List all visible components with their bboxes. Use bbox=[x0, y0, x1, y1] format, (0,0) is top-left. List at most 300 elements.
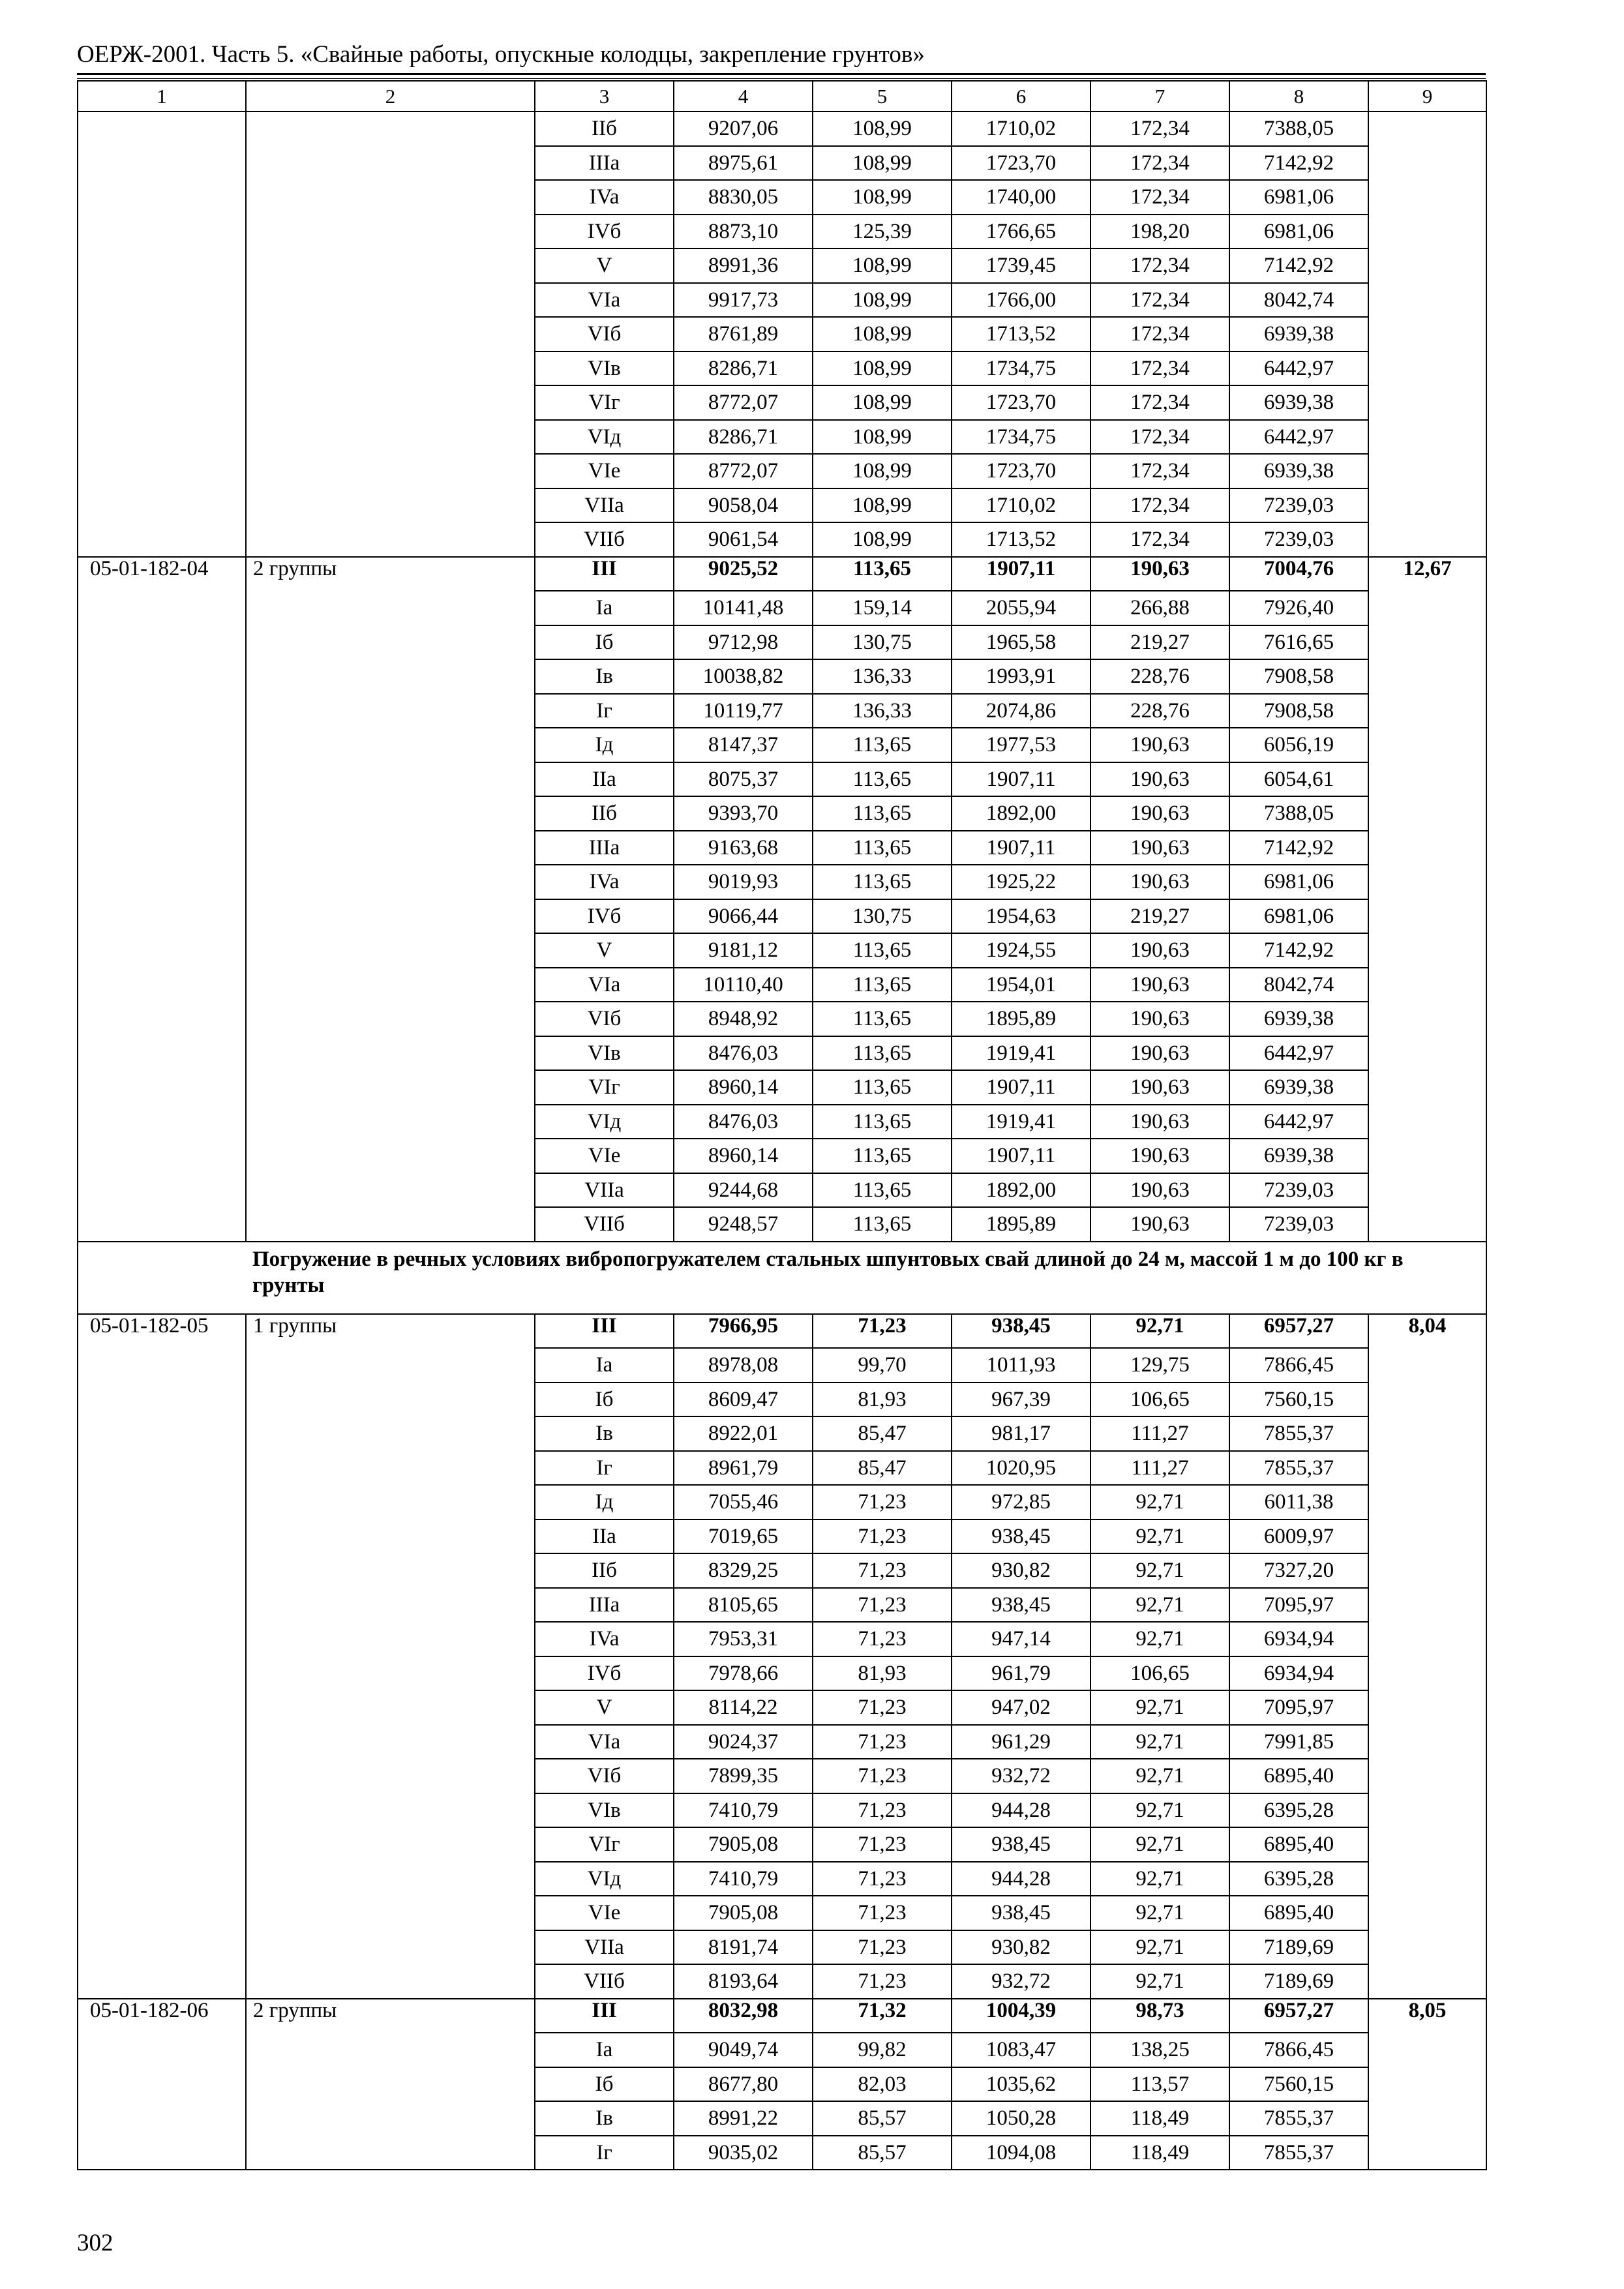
wages: 108,99 bbox=[813, 385, 952, 420]
machinist-wages: 92,71 bbox=[1090, 1314, 1229, 1349]
machinist-wages: 92,71 bbox=[1090, 1964, 1229, 1999]
rates-table bbox=[77, 80, 1487, 2170]
total-cost: 10110,40 bbox=[674, 968, 813, 1002]
machinist-wages: 219,27 bbox=[1090, 899, 1229, 934]
machine-cost: 1954,01 bbox=[952, 968, 1090, 1002]
region-class: VIб bbox=[535, 317, 674, 352]
materials-cost: 7616,65 bbox=[1229, 625, 1368, 660]
wages: 113,65 bbox=[813, 1070, 952, 1105]
region-class: IIIa bbox=[535, 831, 674, 865]
region-class: Iб bbox=[535, 625, 674, 660]
machine-cost: 930,82 bbox=[952, 1930, 1090, 1965]
region-class: Iв bbox=[535, 1416, 674, 1451]
soil-group: 2 группы bbox=[246, 1999, 535, 2170]
machinist-wages: 266,88 bbox=[1090, 591, 1229, 625]
materials-cost: 7142,92 bbox=[1229, 146, 1368, 181]
materials-cost: 6009,97 bbox=[1229, 1519, 1368, 1554]
machinist-wages: 219,27 bbox=[1090, 625, 1229, 660]
wages: 82,03 bbox=[813, 2067, 952, 2102]
wages: 108,99 bbox=[813, 146, 952, 181]
materials-cost: 7142,92 bbox=[1229, 831, 1368, 865]
total-cost: 8677,80 bbox=[674, 2067, 813, 2102]
materials-cost: 8042,74 bbox=[1229, 968, 1368, 1002]
wages: 108,99 bbox=[813, 488, 952, 523]
region-class: IIб bbox=[535, 112, 674, 146]
materials-cost: 7239,03 bbox=[1229, 1207, 1368, 1242]
machine-cost: 1925,22 bbox=[952, 865, 1090, 899]
machinist-wages: 190,63 bbox=[1090, 1002, 1229, 1036]
total-cost: 9019,93 bbox=[674, 865, 813, 899]
region-class: VIе bbox=[535, 1896, 674, 1930]
machine-cost: 1020,95 bbox=[952, 1451, 1090, 1486]
wages: 81,93 bbox=[813, 1383, 952, 1417]
machine-cost: 1011,93 bbox=[952, 1348, 1090, 1383]
labor-costs: 8,04 bbox=[1368, 1314, 1486, 1999]
wages: 108,99 bbox=[813, 112, 952, 146]
total-cost: 8476,03 bbox=[674, 1036, 813, 1071]
machine-cost: 1907,11 bbox=[952, 1139, 1090, 1173]
total-cost: 10141,48 bbox=[674, 591, 813, 625]
header-rule bbox=[77, 73, 1486, 79]
labor-costs: 12,67 bbox=[1368, 557, 1486, 1242]
total-cost: 8991,36 bbox=[674, 248, 813, 283]
total-cost: 8032,98 bbox=[674, 1999, 813, 2033]
wages: 71,23 bbox=[813, 1862, 952, 1896]
page-number: 302 bbox=[77, 2230, 113, 2256]
machine-cost: 1892,00 bbox=[952, 1173, 1090, 1208]
wages: 85,57 bbox=[813, 2136, 952, 2170]
wages: 71,23 bbox=[813, 1930, 952, 1965]
materials-cost: 6895,40 bbox=[1229, 1759, 1368, 1793]
machinist-wages: 228,76 bbox=[1090, 659, 1229, 694]
region-class: Iд bbox=[535, 728, 674, 762]
materials-cost: 6056,19 bbox=[1229, 728, 1368, 762]
machine-cost: 1050,28 bbox=[952, 2101, 1090, 2136]
total-cost: 9181,12 bbox=[674, 933, 813, 968]
total-cost: 9393,70 bbox=[674, 796, 813, 831]
total-cost: 9058,04 bbox=[674, 488, 813, 523]
region-class: Iб bbox=[535, 1383, 674, 1417]
wages: 113,65 bbox=[813, 968, 952, 1002]
wages: 71,23 bbox=[813, 1588, 952, 1623]
materials-cost: 7926,40 bbox=[1229, 591, 1368, 625]
wages: 113,65 bbox=[813, 762, 952, 797]
machinist-wages: 172,34 bbox=[1090, 180, 1229, 215]
wages: 113,65 bbox=[813, 831, 952, 865]
total-cost: 9712,98 bbox=[674, 625, 813, 660]
machinist-wages: 92,71 bbox=[1090, 1553, 1229, 1588]
materials-cost: 6442,97 bbox=[1229, 1036, 1368, 1071]
region-class: Ia bbox=[535, 591, 674, 625]
region-class: Iд bbox=[535, 1485, 674, 1519]
machinist-wages: 111,27 bbox=[1090, 1451, 1229, 1486]
machinist-wages: 106,65 bbox=[1090, 1656, 1229, 1691]
wages: 108,99 bbox=[813, 283, 952, 318]
wages: 136,33 bbox=[813, 659, 952, 694]
wages: 130,75 bbox=[813, 625, 952, 660]
materials-cost: 6957,27 bbox=[1229, 1314, 1368, 1349]
materials-cost: 6442,97 bbox=[1229, 420, 1368, 455]
materials-cost: 7142,92 bbox=[1229, 933, 1368, 968]
wages: 71,23 bbox=[813, 1519, 952, 1554]
materials-cost: 7560,15 bbox=[1229, 1383, 1368, 1417]
wages: 99,70 bbox=[813, 1348, 952, 1383]
column-number: 1 bbox=[78, 81, 246, 112]
total-cost: 9244,68 bbox=[674, 1173, 813, 1208]
materials-cost: 7004,76 bbox=[1229, 557, 1368, 591]
materials-cost: 6939,38 bbox=[1229, 1002, 1368, 1036]
materials-cost: 6054,61 bbox=[1229, 762, 1368, 797]
wages: 108,99 bbox=[813, 454, 952, 488]
wages: 108,99 bbox=[813, 522, 952, 557]
materials-cost: 6934,94 bbox=[1229, 1622, 1368, 1656]
wages: 108,99 bbox=[813, 420, 952, 455]
machinist-wages: 190,63 bbox=[1090, 557, 1229, 591]
total-cost: 7905,08 bbox=[674, 1896, 813, 1930]
total-cost: 9025,52 bbox=[674, 557, 813, 591]
machine-cost: 1907,11 bbox=[952, 762, 1090, 797]
machine-cost: 972,85 bbox=[952, 1485, 1090, 1519]
total-cost: 8105,65 bbox=[674, 1588, 813, 1623]
total-cost: 9061,54 bbox=[674, 522, 813, 557]
total-cost: 7953,31 bbox=[674, 1622, 813, 1656]
machinist-wages: 198,20 bbox=[1090, 215, 1229, 249]
machine-cost: 1907,11 bbox=[952, 831, 1090, 865]
region-class: VIIб bbox=[535, 1207, 674, 1242]
machine-cost: 1723,70 bbox=[952, 454, 1090, 488]
region-class: VIa bbox=[535, 968, 674, 1002]
total-cost: 8286,71 bbox=[674, 420, 813, 455]
region-class: IVб bbox=[535, 1656, 674, 1691]
rate-code: 05-01-182-05 bbox=[78, 1314, 246, 1999]
region-class: IVб bbox=[535, 899, 674, 934]
column-number: 5 bbox=[813, 81, 952, 112]
machinist-wages: 172,34 bbox=[1090, 146, 1229, 181]
materials-cost: 7239,03 bbox=[1229, 522, 1368, 557]
total-cost: 8772,07 bbox=[674, 385, 813, 420]
labor-costs bbox=[1368, 112, 1486, 557]
machinist-wages: 106,65 bbox=[1090, 1383, 1229, 1417]
materials-cost: 7855,37 bbox=[1229, 1451, 1368, 1486]
machine-cost: 2055,94 bbox=[952, 591, 1090, 625]
region-class: IIIa bbox=[535, 1588, 674, 1623]
materials-cost: 6934,94 bbox=[1229, 1656, 1368, 1691]
wages: 71,23 bbox=[813, 1896, 952, 1930]
machinist-wages: 172,34 bbox=[1090, 454, 1229, 488]
machine-cost: 1965,58 bbox=[952, 625, 1090, 660]
region-class: VIIб bbox=[535, 522, 674, 557]
rates-table-body bbox=[78, 81, 1486, 2170]
total-cost: 7899,35 bbox=[674, 1759, 813, 1793]
region-class: Iб bbox=[535, 2067, 674, 2102]
materials-cost: 6895,40 bbox=[1229, 1896, 1368, 1930]
region-class: VIг bbox=[535, 1827, 674, 1862]
machine-cost: 1094,08 bbox=[952, 2136, 1090, 2170]
wages: 113,65 bbox=[813, 728, 952, 762]
machinist-wages: 118,49 bbox=[1090, 2136, 1229, 2170]
materials-cost: 7388,05 bbox=[1229, 112, 1368, 146]
machinist-wages: 190,63 bbox=[1090, 1036, 1229, 1071]
region-class: VIa bbox=[535, 283, 674, 318]
machine-cost: 1739,45 bbox=[952, 248, 1090, 283]
total-cost: 8191,74 bbox=[674, 1930, 813, 1965]
materials-cost: 7908,58 bbox=[1229, 694, 1368, 728]
materials-cost: 7560,15 bbox=[1229, 2067, 1368, 2102]
machine-cost: 1734,75 bbox=[952, 352, 1090, 386]
machine-cost: 938,45 bbox=[952, 1588, 1090, 1623]
region-class: III bbox=[535, 1999, 674, 2033]
materials-cost: 7189,69 bbox=[1229, 1930, 1368, 1965]
region-class: IIб bbox=[535, 1553, 674, 1588]
machinist-wages: 172,34 bbox=[1090, 420, 1229, 455]
total-cost: 7905,08 bbox=[674, 1827, 813, 1862]
machinist-wages: 190,63 bbox=[1090, 1173, 1229, 1208]
wages: 71,23 bbox=[813, 1622, 952, 1656]
machinist-wages: 92,71 bbox=[1090, 1896, 1229, 1930]
region-class: VIв bbox=[535, 1793, 674, 1828]
materials-cost: 6011,38 bbox=[1229, 1485, 1368, 1519]
wages: 71,32 bbox=[813, 1999, 952, 2033]
machinist-wages: 92,71 bbox=[1090, 1485, 1229, 1519]
region-class: Ia bbox=[535, 1348, 674, 1383]
total-cost: 8075,37 bbox=[674, 762, 813, 797]
wages: 125,39 bbox=[813, 215, 952, 249]
machine-cost: 1895,89 bbox=[952, 1002, 1090, 1036]
total-cost: 7055,46 bbox=[674, 1485, 813, 1519]
materials-cost: 6939,38 bbox=[1229, 454, 1368, 488]
total-cost: 8960,14 bbox=[674, 1070, 813, 1105]
machine-cost: 1954,63 bbox=[952, 899, 1090, 934]
machinist-wages: 92,71 bbox=[1090, 1930, 1229, 1965]
region-class: VIIa bbox=[535, 488, 674, 523]
wages: 136,33 bbox=[813, 694, 952, 728]
region-class: V bbox=[535, 933, 674, 968]
column-number: 9 bbox=[1368, 81, 1486, 112]
total-cost: 7966,95 bbox=[674, 1314, 813, 1349]
machinist-wages: 172,34 bbox=[1090, 522, 1229, 557]
machinist-wages: 111,27 bbox=[1090, 1416, 1229, 1451]
total-cost: 9207,06 bbox=[674, 112, 813, 146]
machine-cost: 981,17 bbox=[952, 1416, 1090, 1451]
machine-cost: 938,45 bbox=[952, 1827, 1090, 1862]
materials-cost: 8042,74 bbox=[1229, 283, 1368, 318]
total-cost: 8114,22 bbox=[674, 1690, 813, 1725]
materials-cost: 7095,97 bbox=[1229, 1588, 1368, 1623]
region-class: Ia bbox=[535, 2033, 674, 2067]
wages: 159,14 bbox=[813, 591, 952, 625]
wages: 81,93 bbox=[813, 1656, 952, 1691]
region-class: III bbox=[535, 1314, 674, 1349]
wages: 108,99 bbox=[813, 317, 952, 352]
machinist-wages: 190,63 bbox=[1090, 933, 1229, 968]
machinist-wages: 190,63 bbox=[1090, 762, 1229, 797]
materials-cost: 7239,03 bbox=[1229, 488, 1368, 523]
machinist-wages: 172,34 bbox=[1090, 352, 1229, 386]
materials-cost: 7239,03 bbox=[1229, 1173, 1368, 1208]
materials-cost: 6957,27 bbox=[1229, 1999, 1368, 2033]
region-class: Iв bbox=[535, 2101, 674, 2136]
region-class: VIIa bbox=[535, 1173, 674, 1208]
machinist-wages: 172,34 bbox=[1090, 488, 1229, 523]
materials-cost: 6981,06 bbox=[1229, 215, 1368, 249]
region-class: VIг bbox=[535, 385, 674, 420]
total-cost: 8772,07 bbox=[674, 454, 813, 488]
section-row bbox=[78, 1242, 1486, 1314]
region-class: VIд bbox=[535, 1105, 674, 1139]
soil-group: 2 группы bbox=[246, 557, 535, 1242]
region-class: IIa bbox=[535, 762, 674, 797]
materials-cost: 6939,38 bbox=[1229, 385, 1368, 420]
machine-cost: 1919,41 bbox=[952, 1036, 1090, 1071]
materials-cost: 7855,37 bbox=[1229, 2101, 1368, 2136]
materials-cost: 6395,28 bbox=[1229, 1862, 1368, 1896]
column-number: 3 bbox=[535, 81, 674, 112]
region-class: VIв bbox=[535, 352, 674, 386]
region-class: VIв bbox=[535, 1036, 674, 1071]
machine-cost: 1740,00 bbox=[952, 180, 1090, 215]
materials-cost: 7855,37 bbox=[1229, 2136, 1368, 2170]
total-cost: 9163,68 bbox=[674, 831, 813, 865]
region-class: IIIa bbox=[535, 146, 674, 181]
region-class: IIб bbox=[535, 796, 674, 831]
wages: 71,23 bbox=[813, 1690, 952, 1725]
section-empty-cell bbox=[78, 1242, 246, 1314]
machinist-wages: 190,63 bbox=[1090, 968, 1229, 1002]
wages: 71,23 bbox=[813, 1485, 952, 1519]
machinist-wages: 129,75 bbox=[1090, 1348, 1229, 1383]
region-class: VIб bbox=[535, 1002, 674, 1036]
total-cost: 8329,25 bbox=[674, 1553, 813, 1588]
column-number-row bbox=[78, 81, 1486, 112]
machine-cost: 1977,53 bbox=[952, 728, 1090, 762]
machinist-wages: 172,34 bbox=[1090, 385, 1229, 420]
total-cost: 9049,74 bbox=[674, 2033, 813, 2067]
region-class: III bbox=[535, 557, 674, 591]
total-cost: 7410,79 bbox=[674, 1793, 813, 1828]
total-cost: 8286,71 bbox=[674, 352, 813, 386]
machine-cost: 1907,11 bbox=[952, 557, 1090, 591]
wages: 113,65 bbox=[813, 933, 952, 968]
region-class: VIе bbox=[535, 1139, 674, 1173]
total-cost: 9024,37 bbox=[674, 1725, 813, 1759]
machine-cost: 1907,11 bbox=[952, 1070, 1090, 1105]
materials-cost: 6442,97 bbox=[1229, 1105, 1368, 1139]
column-number: 6 bbox=[952, 81, 1090, 112]
region-class: VIa bbox=[535, 1725, 674, 1759]
wages: 113,65 bbox=[813, 1105, 952, 1139]
machinist-wages: 92,71 bbox=[1090, 1690, 1229, 1725]
materials-cost: 6939,38 bbox=[1229, 317, 1368, 352]
wages: 108,99 bbox=[813, 180, 952, 215]
labor-costs: 8,05 bbox=[1368, 1999, 1486, 2170]
region-class: Iг bbox=[535, 1451, 674, 1486]
region-class: VIг bbox=[535, 1070, 674, 1105]
machine-cost: 944,28 bbox=[952, 1793, 1090, 1828]
region-class: Iг bbox=[535, 2136, 674, 2170]
column-number: 4 bbox=[674, 81, 813, 112]
table-row bbox=[78, 112, 1486, 146]
total-cost: 8609,47 bbox=[674, 1383, 813, 1417]
materials-cost: 7327,20 bbox=[1229, 1553, 1368, 1588]
materials-cost: 7189,69 bbox=[1229, 1964, 1368, 1999]
wages: 85,47 bbox=[813, 1416, 952, 1451]
machinist-wages: 172,34 bbox=[1090, 317, 1229, 352]
total-cost: 8975,61 bbox=[674, 146, 813, 181]
machine-cost: 1710,02 bbox=[952, 112, 1090, 146]
column-number: 2 bbox=[246, 81, 535, 112]
machine-cost: 1895,89 bbox=[952, 1207, 1090, 1242]
machine-cost: 932,72 bbox=[952, 1964, 1090, 1999]
wages: 108,99 bbox=[813, 248, 952, 283]
section-title: Погружение в речных условиях вибропогружателем стальных шпунтовых свай длиной до 24 м, массой 1 м до 100 кг в грунты bbox=[246, 1242, 1486, 1314]
materials-cost: 6981,06 bbox=[1229, 180, 1368, 215]
wages: 71,23 bbox=[813, 1314, 952, 1349]
column-number: 7 bbox=[1090, 81, 1229, 112]
wages: 130,75 bbox=[813, 899, 952, 934]
region-class: IVб bbox=[535, 215, 674, 249]
wages: 71,23 bbox=[813, 1725, 952, 1759]
wages: 85,47 bbox=[813, 1451, 952, 1486]
region-class: IVa bbox=[535, 180, 674, 215]
materials-cost: 6442,97 bbox=[1229, 352, 1368, 386]
machinist-wages: 228,76 bbox=[1090, 694, 1229, 728]
wages: 113,65 bbox=[813, 865, 952, 899]
machine-cost: 1083,47 bbox=[952, 2033, 1090, 2067]
materials-cost: 7866,45 bbox=[1229, 2033, 1368, 2067]
wages: 113,65 bbox=[813, 1207, 952, 1242]
machinist-wages: 190,63 bbox=[1090, 1070, 1229, 1105]
machinist-wages: 190,63 bbox=[1090, 865, 1229, 899]
machine-cost: 1734,75 bbox=[952, 420, 1090, 455]
page-header: ОЕРЖ-2001. Часть 5. «Свайные работы, опускные колодцы, закрепление грунтов» bbox=[77, 41, 925, 68]
total-cost: 7978,66 bbox=[674, 1656, 813, 1691]
machine-cost: 1924,55 bbox=[952, 933, 1090, 968]
total-cost: 10119,77 bbox=[674, 694, 813, 728]
wages: 113,65 bbox=[813, 1002, 952, 1036]
materials-cost: 7388,05 bbox=[1229, 796, 1368, 831]
machine-cost: 947,14 bbox=[952, 1622, 1090, 1656]
machinist-wages: 92,71 bbox=[1090, 1725, 1229, 1759]
materials-cost: 7866,45 bbox=[1229, 1348, 1368, 1383]
materials-cost: 7142,92 bbox=[1229, 248, 1368, 283]
machine-cost: 961,29 bbox=[952, 1725, 1090, 1759]
column-number: 8 bbox=[1229, 81, 1368, 112]
wages: 113,65 bbox=[813, 1036, 952, 1071]
wages: 71,23 bbox=[813, 1964, 952, 1999]
total-cost: 10038,82 bbox=[674, 659, 813, 694]
machine-cost: 938,45 bbox=[952, 1896, 1090, 1930]
region-class: Iг bbox=[535, 694, 674, 728]
machinist-wages: 92,71 bbox=[1090, 1588, 1229, 1623]
total-cost: 9248,57 bbox=[674, 1207, 813, 1242]
materials-cost: 6981,06 bbox=[1229, 899, 1368, 934]
machine-cost: 1710,02 bbox=[952, 488, 1090, 523]
wages: 71,23 bbox=[813, 1793, 952, 1828]
wages: 71,23 bbox=[813, 1553, 952, 1588]
machinist-wages: 118,49 bbox=[1090, 2101, 1229, 2136]
total-cost: 8873,10 bbox=[674, 215, 813, 249]
total-cost: 7410,79 bbox=[674, 1862, 813, 1896]
total-cost: 7019,65 bbox=[674, 1519, 813, 1554]
total-cost: 8978,08 bbox=[674, 1348, 813, 1383]
soil-group: 1 группы bbox=[246, 1314, 535, 1999]
machinist-wages: 92,71 bbox=[1090, 1519, 1229, 1554]
total-cost: 8830,05 bbox=[674, 180, 813, 215]
table-row bbox=[78, 557, 1486, 591]
machine-cost: 961,79 bbox=[952, 1656, 1090, 1691]
soil-group bbox=[246, 112, 535, 557]
total-cost: 8922,01 bbox=[674, 1416, 813, 1451]
